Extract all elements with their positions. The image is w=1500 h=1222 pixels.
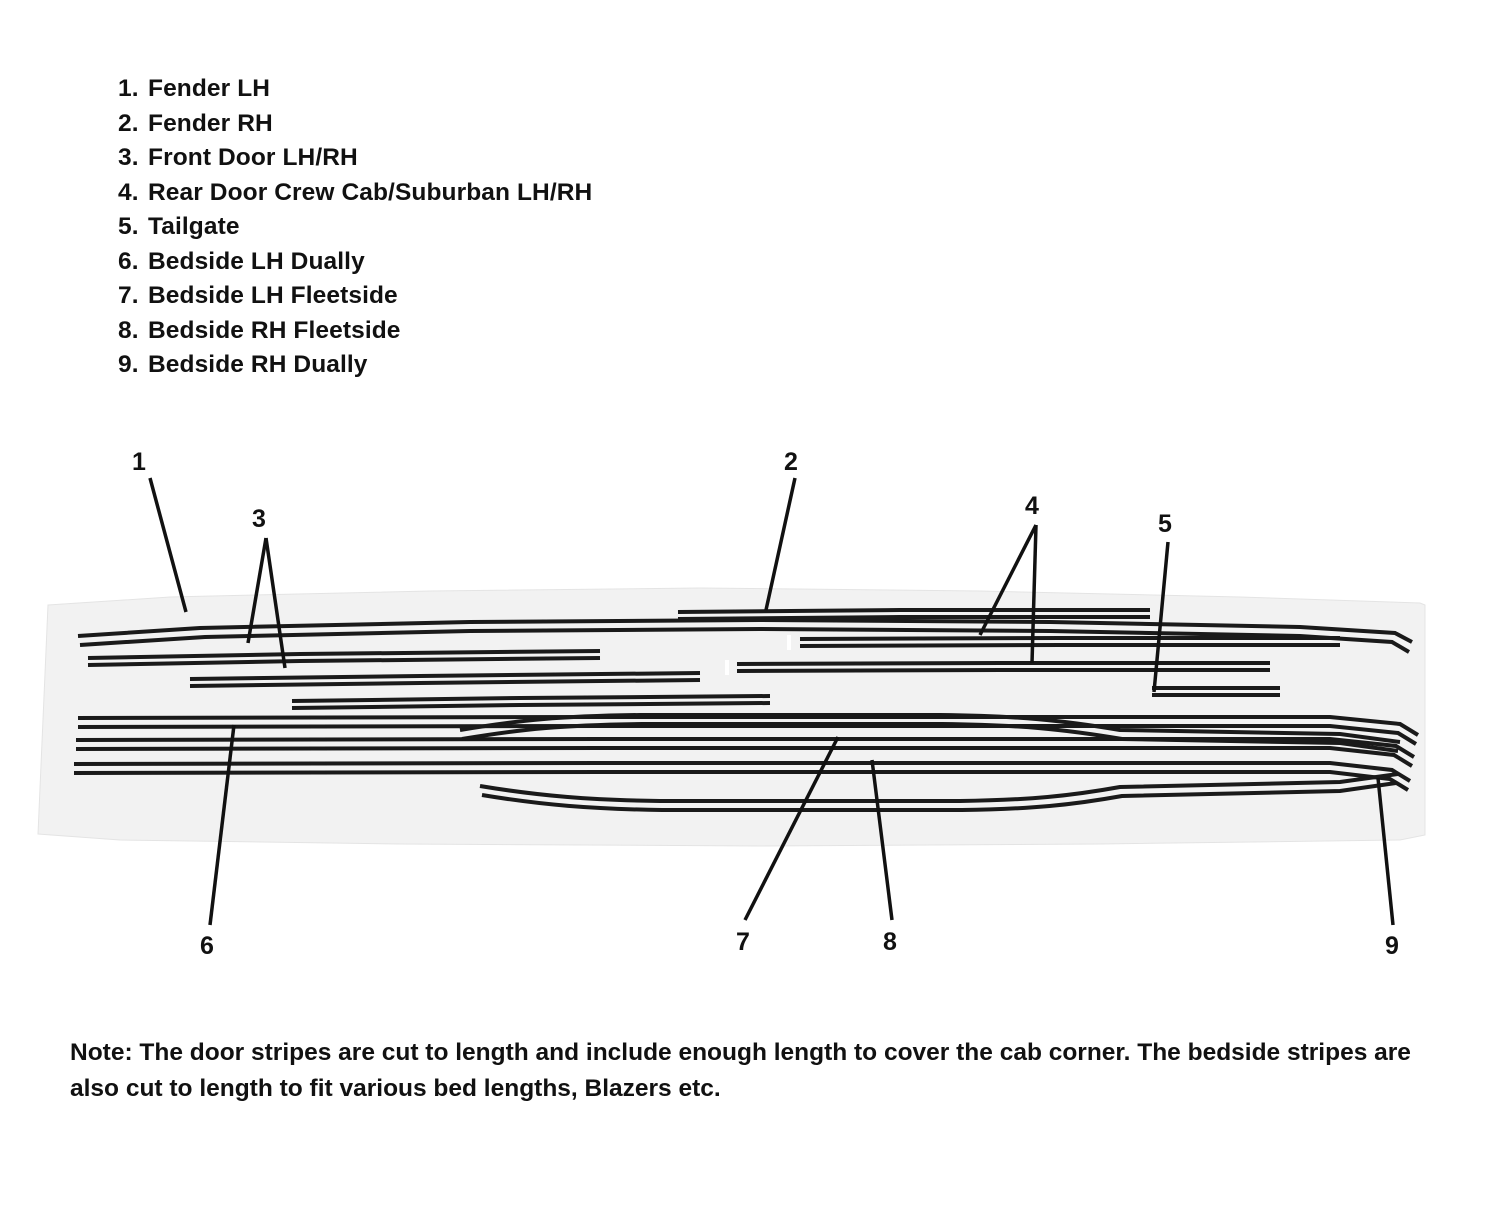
stripe-kit-diagram — [0, 430, 1500, 990]
parts-legend — [118, 72, 878, 383]
legend-item-number: 2. — [118, 109, 139, 137]
legend-item-label: Rear Door Crew Cab/Suburban LH/RH — [148, 178, 593, 206]
callout-number-1: 1 — [132, 448, 146, 476]
legend-item — [118, 314, 878, 349]
legend-item-label: Bedside LH Dually — [148, 247, 365, 275]
legend-item — [118, 141, 878, 176]
legend-item — [118, 279, 878, 314]
legend-item — [118, 210, 878, 245]
note-text: Note: The door stripes are cut to length and include enough length to cover the cab corner. The bedside stripes are also cut to length to fit various bed lengths, Blazers etc. — [70, 1039, 1411, 1102]
callout-number-5: 5 — [1158, 510, 1172, 538]
legend-item-label: Bedside LH Fleetside — [148, 282, 398, 309]
legend-item-number: 9. — [118, 351, 139, 378]
callout-number-6: 6 — [200, 932, 214, 960]
legend-item-label: Bedside RH Fleetside — [148, 316, 401, 344]
callout-number-9: 9 — [1385, 932, 1399, 960]
legend-item-number: 7. — [118, 282, 139, 309]
legend-item-number: 1. — [118, 75, 139, 102]
legend-item — [118, 348, 878, 383]
callout-number-4: 4 — [1025, 492, 1039, 520]
legend-item-number: 5. — [118, 213, 139, 240]
callout-number-8: 8 — [883, 928, 897, 956]
legend-item-label: Fender RH — [148, 109, 273, 137]
legend-item-number: 8. — [118, 316, 139, 344]
legend-item-number: 6. — [118, 247, 139, 275]
callout-number-3: 3 — [252, 505, 266, 533]
legend-item — [118, 72, 878, 107]
legend-item-label: Front Door LH/RH — [148, 144, 358, 171]
callout-number-7: 7 — [736, 928, 750, 956]
legend-item-label: Bedside RH Dually — [148, 351, 368, 378]
legend-item-label: Tailgate — [148, 213, 240, 240]
legend-item-label: Fender LH — [148, 75, 271, 102]
legend-item-number: 3. — [118, 144, 139, 171]
legend-item-number: 4. — [118, 178, 139, 206]
legend-item — [118, 176, 878, 211]
legend-item — [118, 107, 878, 142]
legend-item — [118, 245, 878, 280]
callout-number-2: 2 — [784, 448, 798, 476]
